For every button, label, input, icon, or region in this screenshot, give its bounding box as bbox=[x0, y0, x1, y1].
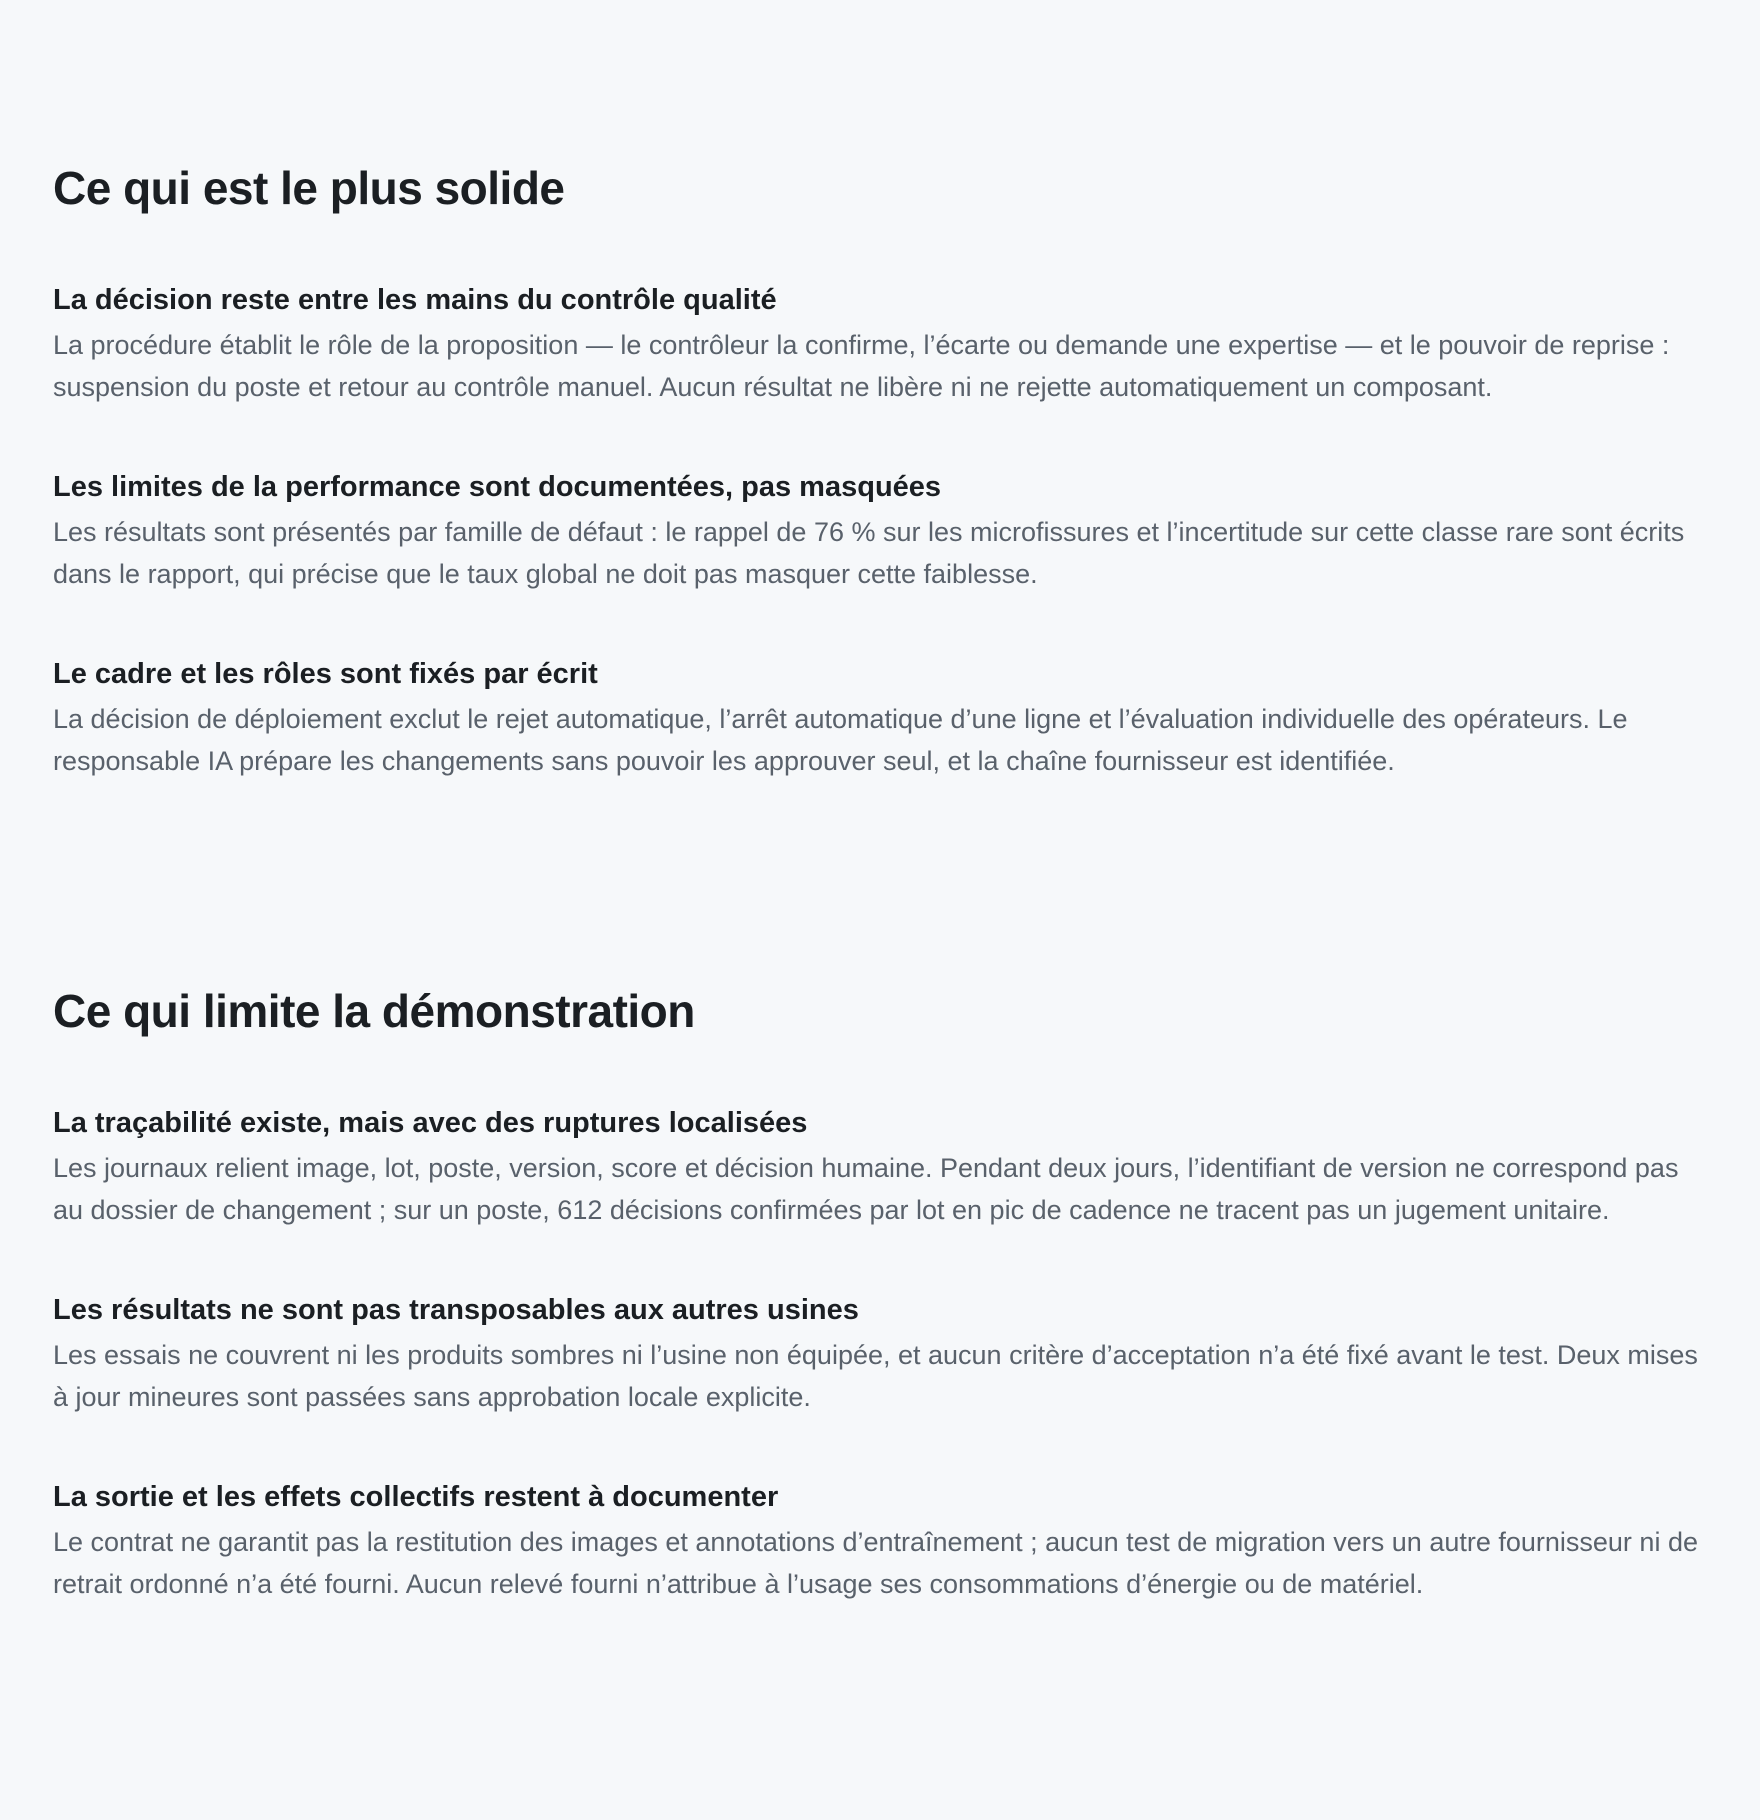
section-limitations bbox=[53, 980, 1713, 1663]
item-list bbox=[53, 279, 1713, 782]
section-strengths bbox=[53, 157, 1713, 840]
section-title: Ce qui limite la démonstration bbox=[53, 985, 695, 1037]
item-text: Les essais ne couvrent ni les produits sombres ni l’usine non équipée, et aucun critère d’acceptation n’a été fixé avant le test. Deux mises à jour mineures sont passées sans approbation locale explicite. bbox=[53, 1340, 1698, 1412]
item-text: Le contrat ne garantit pas la restitution des images et annotations d’entraînement ; aucun test de migration vers un autre fournisseur ni de retrait ordonné n’a été fourni. Aucun relevé fourni n’attribue à l’usage ses consommations d’énergie ou de matériel. bbox=[53, 1527, 1698, 1599]
list-item bbox=[53, 1102, 1713, 1231]
item-title: Le cadre et les rôles sont fixés par écrit bbox=[53, 658, 598, 690]
item-title: La décision reste entre les mains du contrôle qualité bbox=[53, 284, 777, 316]
item-text: Les résultats sont présentés par famille de défaut : le rappel de 76 % sur les microfissures et l’incertitude sur cette classe rare sont écrits dans le rapport, qui précise que le taux global ne doit pas masquer cette faiblesse. bbox=[53, 517, 1685, 589]
item-title: Les limites de la performance sont documentées, pas masquées bbox=[53, 471, 942, 503]
section-title: Ce qui est le plus solide bbox=[53, 162, 565, 214]
item-text: Les journaux relient image, lot, poste, version, score et décision humaine. Pendant deux jours, l’identifiant de version ne correspond pas au dossier de changement ; sur un poste, 612 décisions confirmées par lot en pic de cadence ne tracent pas un jugement unitaire. bbox=[53, 1153, 1679, 1225]
list-item bbox=[53, 1476, 1713, 1605]
item-text: La procédure établit le rôle de la proposition — le contrôleur la confirme, l’écarte ou demande une expertise — et le pouvoir de reprise : suspension du poste et retour au contrôle manuel. Aucun résultat ne libère ni ne rejette automatiquement un composant. bbox=[53, 330, 1670, 402]
list-item bbox=[53, 1289, 1713, 1418]
item-title: La traçabilité existe, mais avec des ruptures localisées bbox=[53, 1107, 808, 1139]
item-list bbox=[53, 1102, 1713, 1605]
item-text: La décision de déploiement exclut le rejet automatique, l’arrêt automatique d’une ligne et l’évaluation individuelle des opérateurs. Le responsable IA prépare les changements sans pouvoir les approuver seul, et la chaîne fournisseur est identifiée. bbox=[53, 704, 1628, 776]
list-item bbox=[53, 279, 1713, 408]
item-title: La sortie et les effets collectifs restent à documenter bbox=[53, 1481, 779, 1513]
list-item bbox=[53, 466, 1713, 595]
list-item bbox=[53, 653, 1713, 782]
item-title: Les résultats ne sont pas transposables aux autres usines bbox=[53, 1294, 859, 1326]
